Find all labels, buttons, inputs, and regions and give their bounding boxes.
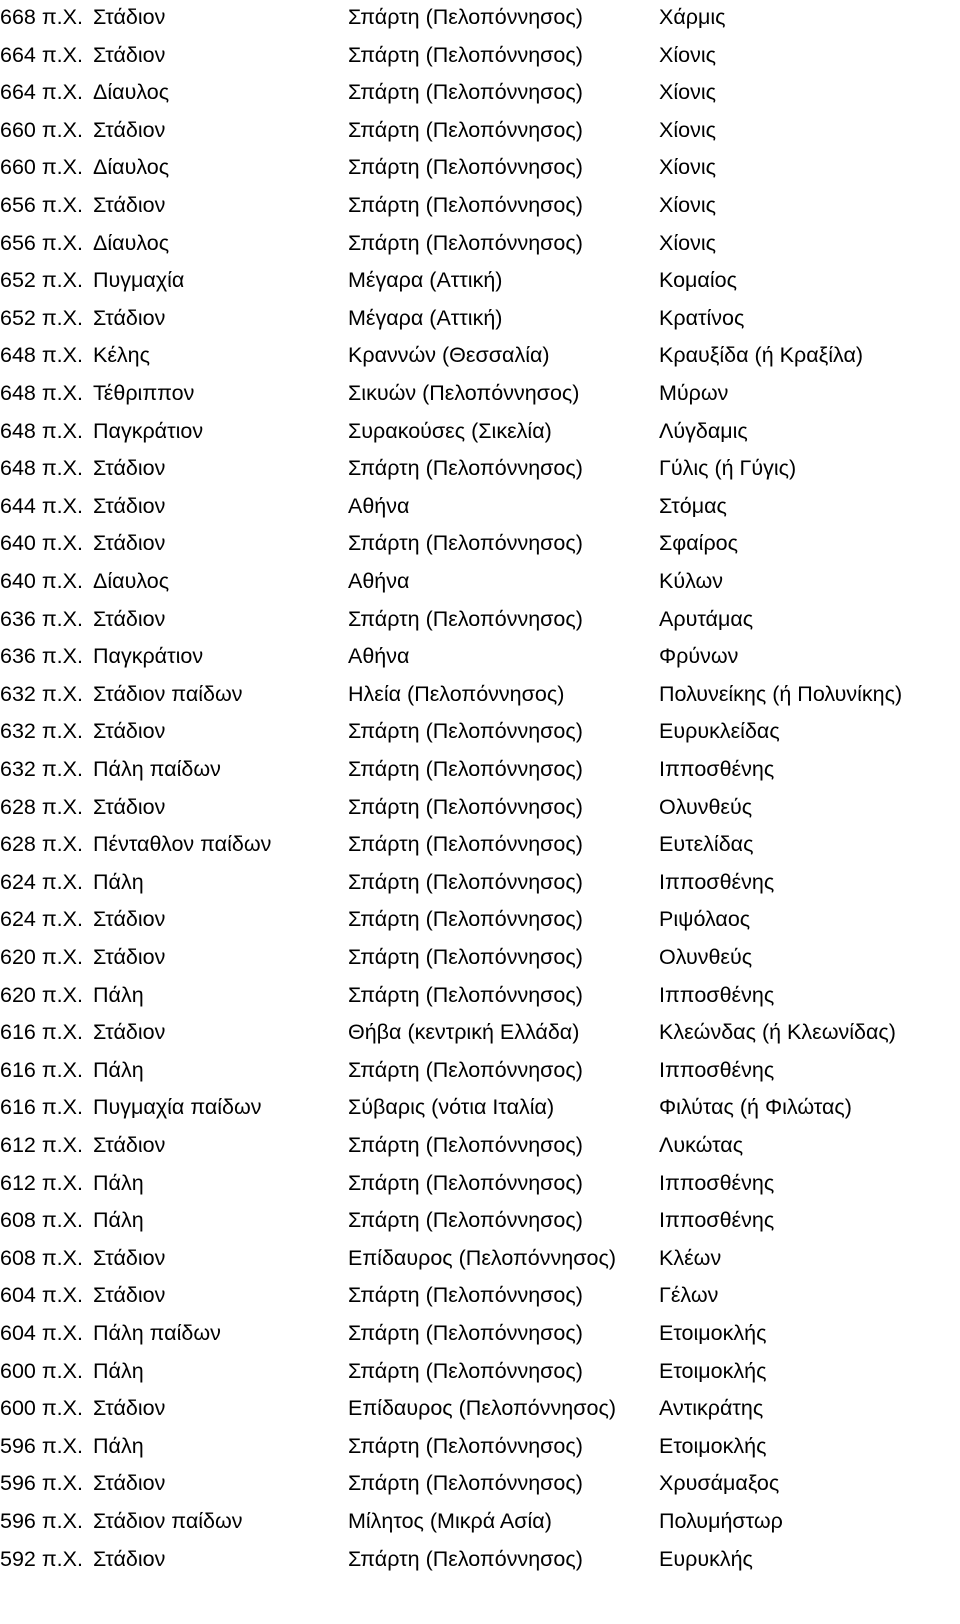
victor-name-cell: Σφαίρος xyxy=(659,531,738,556)
year-cell: 656 π.Χ. xyxy=(0,193,83,217)
event-cell: Στάδιον παίδων xyxy=(93,681,243,706)
table-row xyxy=(0,412,960,450)
place-cell: Σπάρτη (Πελοπόννησος) xyxy=(348,155,583,180)
table-row xyxy=(0,976,960,1014)
event-cell: Στάδιον xyxy=(93,193,166,217)
year-cell: 652 π.Χ. xyxy=(0,268,83,293)
year-cell: 604 π.Χ. xyxy=(0,1321,83,1345)
event-cell: Δίαυλος xyxy=(93,230,170,255)
place-cell: Σπάρτη (Πελοπόννησος) xyxy=(348,193,583,217)
table-row xyxy=(0,111,960,149)
year-cell: 628 π.Χ. xyxy=(0,794,83,819)
event-cell: Δίαυλος xyxy=(93,80,170,105)
table-row xyxy=(0,938,960,976)
year-cell: 648 π.Χ. xyxy=(0,343,83,368)
table-row xyxy=(0,675,960,713)
event-cell: Πάλη xyxy=(93,1170,144,1195)
year-cell: 600 π.Χ. xyxy=(0,1396,83,1421)
year-cell: 596 π.Χ. xyxy=(0,1509,83,1533)
year-cell: 620 π.Χ. xyxy=(0,982,83,1007)
table-row xyxy=(0,374,960,412)
victor-name-cell: Πολυμήστωρ xyxy=(659,1509,783,1533)
event-cell: Στάδιον xyxy=(93,1546,166,1571)
place-cell: Σπάρτη (Πελοπόννησος) xyxy=(348,1283,583,1308)
table-row xyxy=(0,1352,960,1390)
event-cell: Στάδιον xyxy=(93,1133,166,1157)
event-cell: Στάδιον xyxy=(93,1245,166,1270)
victor-name-cell: Ιπποσθένης xyxy=(659,869,775,894)
place-cell: Σπάρτη (Πελοπόννησος) xyxy=(348,945,583,969)
table-row xyxy=(0,712,960,750)
table-row xyxy=(0,487,960,525)
year-cell: 608 π.Χ. xyxy=(0,1245,83,1270)
victor-name-cell: Χίονις xyxy=(659,193,716,217)
victor-name-cell: Ετοιμοκλής xyxy=(659,1321,767,1345)
place-cell: Σπάρτη (Πελοπόννησος) xyxy=(348,794,583,819)
place-cell: Σπάρτη (Πελοπόννησος) xyxy=(348,456,583,481)
place-cell: Κραννών (Θεσσαλία) xyxy=(348,343,550,368)
table-row xyxy=(0,36,960,74)
event-cell: Στάδιον xyxy=(93,117,166,142)
event-cell: Πάλη xyxy=(93,1208,144,1233)
victor-name-cell: Ιπποσθένης xyxy=(659,1170,775,1195)
event-cell: Στάδιον xyxy=(93,606,166,631)
table-row xyxy=(0,299,960,337)
table-row xyxy=(0,1201,960,1239)
year-cell: 612 π.Χ. xyxy=(0,1170,83,1195)
year-cell: 652 π.Χ. xyxy=(0,305,83,330)
table-row xyxy=(0,336,960,374)
place-cell: Σπάρτη (Πελοπόννησος) xyxy=(348,1170,583,1195)
victor-name-cell: Ολυνθεύς xyxy=(659,945,753,969)
year-cell: 612 π.Χ. xyxy=(0,1133,83,1157)
victor-name-cell: Φρύνων xyxy=(659,644,739,669)
year-cell: 648 π.Χ. xyxy=(0,456,83,481)
victor-name-cell: Φιλύτας (ή Φιλώτας) xyxy=(659,1095,852,1120)
place-cell: Σπάρτη (Πελοπόννησος) xyxy=(348,719,583,744)
table-row xyxy=(0,863,960,901)
table-row xyxy=(0,1427,960,1465)
event-cell: Πάλη παίδων xyxy=(93,1321,221,1345)
place-cell: Σπάρτη (Πελοπόννησος) xyxy=(348,5,583,29)
year-cell: 648 π.Χ. xyxy=(0,381,83,405)
year-cell: 624 π.Χ. xyxy=(0,869,83,894)
place-cell: Σπάρτη (Πελοπόννησος) xyxy=(348,230,583,255)
year-cell: 664 π.Χ. xyxy=(0,80,83,105)
place-cell: Ηλεία (Πελοπόννησος) xyxy=(348,681,565,706)
victor-name-cell: Χάρμις xyxy=(659,5,726,29)
year-cell: 592 π.Χ. xyxy=(0,1546,83,1571)
place-cell: Επίδαυρος (Πελοπόννησος) xyxy=(348,1396,616,1421)
event-cell: Στάδιον xyxy=(93,907,166,932)
year-cell: 656 π.Χ. xyxy=(0,230,83,255)
year-cell: 616 π.Χ. xyxy=(0,1057,83,1082)
victor-name-cell: Γέλων xyxy=(659,1283,719,1308)
place-cell: Σπάρτη (Πελοπόννησος) xyxy=(348,80,583,105)
year-cell: 604 π.Χ. xyxy=(0,1283,83,1308)
victor-name-cell: Χίονις xyxy=(659,230,716,255)
table-row xyxy=(0,1088,960,1126)
year-cell: 636 π.Χ. xyxy=(0,606,83,631)
year-cell: 616 π.Χ. xyxy=(0,1020,83,1045)
place-cell: Αθήνα xyxy=(348,493,410,518)
year-cell: 620 π.Χ. xyxy=(0,945,83,969)
event-cell: Στάδιον xyxy=(93,5,166,29)
place-cell: Αθήνα xyxy=(348,569,410,593)
event-cell: Στάδιον xyxy=(93,531,166,556)
event-cell: Στάδιον xyxy=(93,719,166,744)
year-cell: 616 π.Χ. xyxy=(0,1095,83,1120)
victor-name-cell: Ευρυκλής xyxy=(659,1546,753,1571)
victor-name-cell: Κλέων xyxy=(659,1245,722,1270)
victor-name-cell: Ριψόλαος xyxy=(659,907,751,932)
event-cell: Πάλη xyxy=(93,982,144,1007)
place-cell: Σπάρτη (Πελοπόννησος) xyxy=(348,42,583,67)
place-cell: Μέγαρα (Αττική) xyxy=(348,268,503,293)
place-cell: Σπάρτη (Πελοπόννησος) xyxy=(348,606,583,631)
table-row xyxy=(0,1013,960,1051)
table-row xyxy=(0,600,960,638)
year-cell: 632 π.Χ. xyxy=(0,681,83,706)
event-cell: Στάδιον xyxy=(93,1471,166,1496)
table-row xyxy=(0,637,960,675)
victor-name-cell: Στόμας xyxy=(659,493,727,518)
year-cell: 628 π.Χ. xyxy=(0,832,83,857)
place-cell: Αθήνα xyxy=(348,644,410,669)
event-cell: Στάδιον xyxy=(93,1283,166,1308)
victor-name-cell: Ευτελίδας xyxy=(659,832,754,857)
table-row xyxy=(0,1164,960,1202)
place-cell: Σπάρτη (Πελοπόννησος) xyxy=(348,1471,583,1496)
table-row xyxy=(0,524,960,562)
victor-name-cell: Κλεώνδας (ή Κλεωνίδας) xyxy=(659,1020,896,1045)
event-cell: Πάλη xyxy=(93,1433,144,1458)
event-cell: Πάλη xyxy=(93,1057,144,1082)
place-cell: Σπάρτη (Πελοπόννησος) xyxy=(348,1133,583,1157)
year-cell: 596 π.Χ. xyxy=(0,1433,83,1458)
table-row xyxy=(0,148,960,186)
victor-name-cell: Κομαίος xyxy=(659,268,737,293)
place-cell: Συρακούσες (Σικελία) xyxy=(348,418,552,443)
year-cell: 632 π.Χ. xyxy=(0,757,83,781)
table-row xyxy=(0,0,960,36)
place-cell: Σπάρτη (Πελοπόννησος) xyxy=(348,982,583,1007)
year-cell: 600 π.Χ. xyxy=(0,1358,83,1383)
event-cell: Στάδιον xyxy=(93,945,166,969)
victor-name-cell: Αρυτάμας xyxy=(659,606,754,631)
place-cell: Σπάρτη (Πελοπόννησος) xyxy=(348,1321,583,1345)
table-row xyxy=(0,788,960,826)
victor-name-cell: Κραυξίδα (ή Κραξίλα) xyxy=(659,343,864,368)
place-cell: Σπάρτη (Πελοπόννησος) xyxy=(348,117,583,142)
table-row xyxy=(0,750,960,788)
event-cell: Πάλη xyxy=(93,1358,144,1383)
event-cell: Πυγμαχία xyxy=(93,268,185,293)
table-row xyxy=(0,1314,960,1352)
place-cell: Σπάρτη (Πελοπόννησος) xyxy=(348,1546,583,1571)
victor-name-cell: Γύλις (ή Γύγις) xyxy=(659,456,797,481)
table-row xyxy=(0,1276,960,1314)
victor-name-cell: Χίονις xyxy=(659,155,716,180)
event-cell: Στάδιον παίδων xyxy=(93,1509,243,1533)
victor-name-cell: Χίονις xyxy=(659,117,716,142)
year-cell: 660 π.Χ. xyxy=(0,155,83,180)
place-cell: Σπάρτη (Πελοπόννησος) xyxy=(348,757,583,781)
table-row xyxy=(0,825,960,863)
event-cell: Πένταθλον παίδων xyxy=(93,832,272,857)
victor-name-cell: Μύρων xyxy=(659,381,729,405)
place-cell: Σπάρτη (Πελοπόννησος) xyxy=(348,531,583,556)
event-cell: Δίαυλος xyxy=(93,155,170,180)
place-cell: Σπάρτη (Πελοπόννησος) xyxy=(348,907,583,932)
event-cell: Κέλης xyxy=(93,343,150,368)
place-cell: Θήβα (κεντρική Ελλάδα) xyxy=(348,1020,580,1045)
victor-name-cell: Ιπποσθένης xyxy=(659,982,775,1007)
year-cell: 648 π.Χ. xyxy=(0,418,83,443)
place-cell: Επίδαυρος (Πελοπόννησος) xyxy=(348,1245,616,1270)
place-cell: Σπάρτη (Πελοπόννησος) xyxy=(348,1057,583,1082)
year-cell: 668 π.Χ. xyxy=(0,5,83,29)
victor-name-cell: Ευρυκλείδας xyxy=(659,719,780,744)
victor-name-cell: Ολυνθεύς xyxy=(659,794,753,819)
place-cell: Μίλητος (Μικρά Ασία) xyxy=(348,1509,552,1533)
event-cell: Στάδιον xyxy=(93,456,166,481)
table-row xyxy=(0,562,960,600)
place-cell: Σύβαρις (νότια Ιταλία) xyxy=(348,1095,555,1120)
year-cell: 632 π.Χ. xyxy=(0,719,83,744)
victor-name-cell: Χίονις xyxy=(659,80,716,105)
victor-name-cell: Κρατίνος xyxy=(659,305,745,330)
event-cell: Παγκράτιον xyxy=(93,418,204,443)
year-cell: 664 π.Χ. xyxy=(0,42,83,67)
victor-name-cell: Χίονις xyxy=(659,42,716,67)
year-cell: 636 π.Χ. xyxy=(0,644,83,669)
table-row xyxy=(0,1389,960,1427)
victor-name-cell: Κύλων xyxy=(659,569,724,593)
event-cell: Τέθριππον xyxy=(93,381,195,405)
table-row xyxy=(0,1502,960,1540)
victor-name-cell: Ετοιμοκλής xyxy=(659,1358,767,1383)
table-row xyxy=(0,1464,960,1502)
event-cell: Στάδιον xyxy=(93,1396,166,1421)
year-cell: 644 π.Χ. xyxy=(0,493,83,518)
victor-name-cell: Πολυνείκης (ή Πολυνίκης) xyxy=(659,681,903,706)
table-row xyxy=(0,224,960,262)
table-row xyxy=(0,1540,960,1578)
event-cell: Παγκράτιον xyxy=(93,644,204,669)
place-cell: Σπάρτη (Πελοπόννησος) xyxy=(348,1208,583,1233)
event-cell: Πάλη παίδων xyxy=(93,757,221,781)
place-cell: Σικυών (Πελοπόννησος) xyxy=(348,381,580,405)
victor-name-cell: Ιπποσθένης xyxy=(659,1208,775,1233)
event-cell: Στάδιον xyxy=(93,42,166,67)
table-row xyxy=(0,900,960,938)
year-cell: 624 π.Χ. xyxy=(0,907,83,932)
place-cell: Μέγαρα (Αττική) xyxy=(348,305,503,330)
year-cell: 660 π.Χ. xyxy=(0,117,83,142)
place-cell: Σπάρτη (Πελοπόννησος) xyxy=(348,1358,583,1383)
event-cell: Πάλη xyxy=(93,869,144,894)
place-cell: Σπάρτη (Πελοπόννησος) xyxy=(348,832,583,857)
table-row xyxy=(0,449,960,487)
victor-name-cell: Λύγδαμις xyxy=(659,418,748,443)
victor-name-cell: Ιπποσθένης xyxy=(659,1057,775,1082)
event-cell: Στάδιον xyxy=(93,794,166,819)
table-row xyxy=(0,261,960,299)
table-row xyxy=(0,73,960,111)
victor-name-cell: Χρυσάμαξος xyxy=(659,1471,780,1496)
table-row xyxy=(0,1239,960,1277)
place-cell: Σπάρτη (Πελοπόννησος) xyxy=(348,869,583,894)
victor-name-cell: Λυκώτας xyxy=(659,1133,744,1157)
victor-name-cell: Ιπποσθένης xyxy=(659,757,775,781)
event-cell: Στάδιον xyxy=(93,305,166,330)
victor-name-cell: Αντικράτης xyxy=(659,1396,764,1421)
year-cell: 596 π.Χ. xyxy=(0,1471,83,1496)
table-row xyxy=(0,1126,960,1164)
year-cell: 640 π.Χ. xyxy=(0,569,83,593)
event-cell: Πυγμαχία παίδων xyxy=(93,1095,262,1120)
table-row xyxy=(0,186,960,224)
table-row xyxy=(0,1051,960,1089)
year-cell: 640 π.Χ. xyxy=(0,531,83,556)
year-cell: 608 π.Χ. xyxy=(0,1208,83,1233)
event-cell: Στάδιον xyxy=(93,1020,166,1045)
victor-name-cell: Ετοιμοκλής xyxy=(659,1433,767,1458)
event-cell: Στάδιον xyxy=(93,493,166,518)
event-cell: Δίαυλος xyxy=(93,569,170,593)
place-cell: Σπάρτη (Πελοπόννησος) xyxy=(348,1433,583,1458)
